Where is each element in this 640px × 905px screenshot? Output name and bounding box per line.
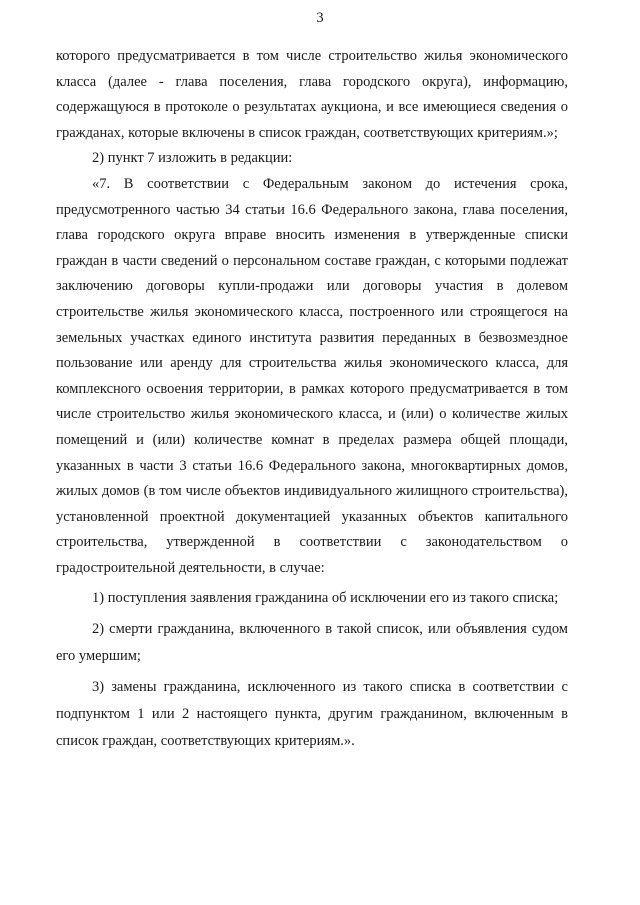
page-number: 3 <box>316 10 324 26</box>
paragraph-continuation: которого предусматривается в том числе строительство жилья экономического класса (далее - глава поселения, глава городского округа), информацию, содержащуюся в протоколе о результатах аукциона, и все имеющиеся сведения о гражданах, которые включены в список граждан, соответствующих критериям.»; <box>56 48 568 141</box>
document-body <box>56 44 568 755</box>
paragraph-subitem-3: 3) замены гражданина, исключенного из такого списка в соответствии с подпунктом 1 или 2 настоящего пункта, другим гражданином, включенным в список граждан, соответствующих критериям.». <box>56 679 568 750</box>
paragraph-subitem-1: 1) поступления заявления гражданина об исключении его из такого списка; <box>92 590 559 607</box>
paragraph-point-7-text: «7. В соответствии с Федеральным законом до истечения срока, предусмотренного частью 34 статьи 16.6 Федерального закона, глава поселения, глава городского округа вправе вносить изменения в утвержденные списки граждан в части сведений о персональном составе граждан, с которыми подлежат заключению договоры купли-продажи или договоры участия в долевом строительстве жилья экономического класса, построенного или строящегося на земельных участках единого института развития переданных в безвозмездное пользование или аренду для строительства жилья экономического класса, для комплексного освоения территории, в рамках которого предусматривается в том числе строительство жилья экономического класса, и (или) о количестве жилых помещений и (или) количестве комнат в пределах размера общей площади, указанных в части 3 статьи 16.6 Федерального закона, многоквартирных домов, жилых домов (в том числе объектов индивидуального жилищного строительства), установленной проектной документацией указанных объектов капитального строительства, утвержденной в соответствии с законодательством о градостроительной деятельности, в случае: <box>56 175 568 576</box>
paragraph-subitem-2: 2) смерти гражданина, включенного в такой список, или объявления судом его умершим; <box>56 621 568 665</box>
paragraph-amendment-item-2: 2) пункт 7 изложить в редакции: <box>92 150 293 167</box>
